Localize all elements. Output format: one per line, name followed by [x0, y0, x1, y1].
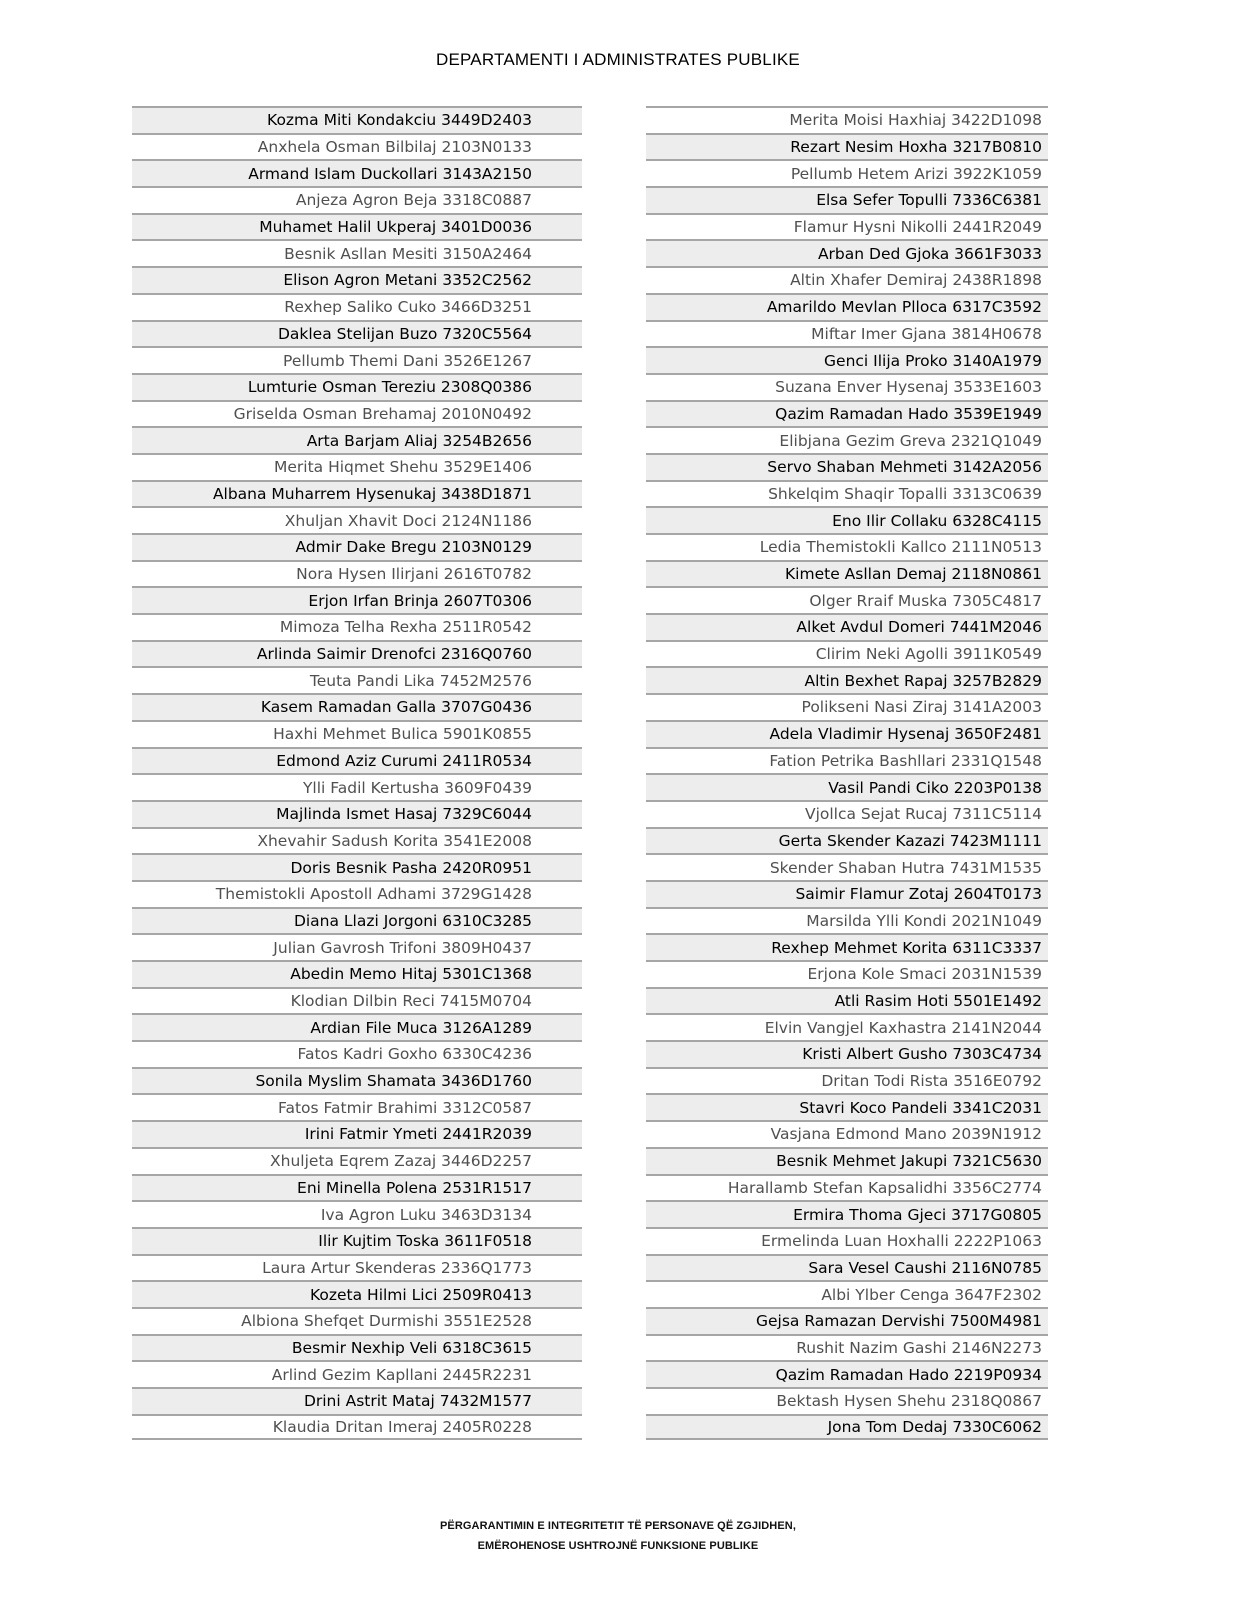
list-item: Marsilda Ylli Kondi 2021N1049 — [646, 907, 1048, 934]
page-footer — [0, 1516, 1236, 1556]
list-item: Clirim Neki Agolli 3911K0549 — [646, 640, 1048, 667]
list-item: Arlind Gezim Kapllani 2445R2231 — [132, 1360, 582, 1387]
list-item: Gejsa Ramazan Dervishi 7500M4981 — [646, 1307, 1048, 1334]
list-item: Ledia Themistokli Kallco 2111N0513 — [646, 533, 1048, 560]
list-item: Julian Gavrosh Trifoni 3809H0437 — [132, 933, 582, 960]
page-title: DEPARTAMENTI I ADMINISTRATES PUBLIKE — [436, 50, 800, 69]
list-item: Fatos Kadri Goxho 6330C4236 — [132, 1040, 582, 1067]
list-item: Adela Vladimir Hysenaj 3650F2481 — [646, 720, 1048, 747]
list-item: Rexhep Saliko Cuko 3466D3251 — [132, 293, 582, 320]
list-item: Vasil Pandi Ciko 2203P0138 — [646, 773, 1048, 800]
list-item: Elibjana Gezim Greva 2321Q1049 — [646, 426, 1048, 453]
list-item: Qazim Ramadan Hado 2219P0934 — [646, 1360, 1048, 1387]
list-item: Merita Moisi Haxhiaj 3422D1098 — [646, 106, 1048, 133]
list-item: Ylli Fadil Kertusha 3609F0439 — [132, 773, 582, 800]
list-item: Fation Petrika Bashllari 2331Q1548 — [646, 747, 1048, 774]
list-item: Daklea Stelijan Buzo 7320C5564 — [132, 320, 582, 347]
names-column-right — [646, 106, 1048, 1440]
list-item: Amarildo Mevlan Plloca 6317C3592 — [646, 293, 1048, 320]
list-item: Saimir Flamur Zotaj 2604T0173 — [646, 880, 1048, 907]
list-item: Arlinda Saimir Drenofci 2316Q0760 — [132, 640, 582, 667]
list-item: Anjeza Agron Beja 3318C0887 — [132, 186, 582, 213]
list-item: Mimoza Telha Rexha 2511R0542 — [132, 613, 582, 640]
list-item: Xhevahir Sadush Korita 3541E2008 — [132, 827, 582, 854]
list-item: Nora Hysen Ilirjani 2616T0782 — [132, 560, 582, 587]
list-item: Elvin Vangjel Kaxhastra 2141N2044 — [646, 1013, 1048, 1040]
list-item: Xhuljan Xhavit Doci 2124N1186 — [132, 506, 582, 533]
list-item: Jona Tom Dedaj 7330C6062 — [646, 1414, 1048, 1441]
list-item: Griselda Osman Brehamaj 2010N0492 — [132, 400, 582, 427]
list-item: Erjon Irfan Brinja 2607T0306 — [132, 586, 582, 613]
list-item: Vjollca Sejat Rucaj 7311C5114 — [646, 800, 1048, 827]
list-item: Besnik Mehmet Jakupi 7321C5630 — [646, 1147, 1048, 1174]
list-item: Irini Fatmir Ymeti 2441R2039 — [132, 1120, 582, 1147]
list-item: Olger Rraif Muska 7305C4817 — [646, 586, 1048, 613]
list-item: Eni Minella Polena 2531R1517 — [132, 1174, 582, 1201]
list-item: Edmond Aziz Curumi 2411R0534 — [132, 747, 582, 774]
list-item: Rezart Nesim Hoxha 3217B0810 — [646, 133, 1048, 160]
list-item: Armand Islam Duckollari 3143A2150 — [132, 159, 582, 186]
list-item: Atli Rasim Hoti 5501E1492 — [646, 987, 1048, 1014]
list-item: Besmir Nexhip Veli 6318C3615 — [132, 1334, 582, 1361]
list-item: Haxhi Mehmet Bulica 5901K0855 — [132, 720, 582, 747]
footer-line-1: PËRGARANTIMIN E INTEGRITETIT TË PERSONAVE QË ZGJIDHEN, — [439, 1520, 796, 1532]
list-item: Klodian Dilbin Reci 7415M0704 — [132, 987, 582, 1014]
list-item: Elsa Sefer Topulli 7336C6381 — [646, 186, 1048, 213]
list-item: Merita Hiqmet Shehu 3529E1406 — [132, 453, 582, 480]
list-item: Doris Besnik Pasha 2420R0951 — [132, 853, 582, 880]
list-item: Servo Shaban Mehmeti 3142A2056 — [646, 453, 1048, 480]
list-item: Ilir Kujtim Toska 3611F0518 — [132, 1227, 582, 1254]
list-item: Alket Avdul Domeri 7441M2046 — [646, 613, 1048, 640]
list-item: Pellumb Hetem Arizi 3922K1059 — [646, 159, 1048, 186]
list-item: Diana Llazi Jorgoni 6310C3285 — [132, 907, 582, 934]
list-item: Teuta Pandi Lika 7452M2576 — [132, 666, 582, 693]
list-item: Drini Astrit Mataj 7432M1577 — [132, 1387, 582, 1414]
list-item: Vasjana Edmond Mano 2039N1912 — [646, 1120, 1048, 1147]
list-item: Bektash Hysen Shehu 2318Q0867 — [646, 1387, 1048, 1414]
list-item: Kozeta Hilmi Lici 2509R0413 — [132, 1280, 582, 1307]
list-item: Sonila Myslim Shamata 3436D1760 — [132, 1067, 582, 1094]
list-item: Genci Ilija Proko 3140A1979 — [646, 346, 1048, 373]
list-item: Arban Ded Gjoka 3661F3033 — [646, 239, 1048, 266]
list-item: Qazim Ramadan Hado 3539E1949 — [646, 400, 1048, 427]
list-item: Polikseni Nasi Ziraj 3141A2003 — [646, 693, 1048, 720]
list-item: Suzana Enver Hysenaj 3533E1603 — [646, 373, 1048, 400]
list-item: Lumturie Osman Tereziu 2308Q0386 — [132, 373, 582, 400]
list-item: Ardian File Muca 3126A1289 — [132, 1013, 582, 1040]
list-item: Kristi Albert Gusho 7303C4734 — [646, 1040, 1048, 1067]
list-item: Sara Vesel Caushi 2116N0785 — [646, 1254, 1048, 1281]
list-item: Fatos Fatmir Brahimi 3312C0587 — [132, 1093, 582, 1120]
list-item: Muhamet Halil Ukperaj 3401D0036 — [132, 213, 582, 240]
list-item: Albi Ylber Cenga 3647F2302 — [646, 1280, 1048, 1307]
list-item: Kasem Ramadan Galla 3707G0436 — [132, 693, 582, 720]
list-item: Altin Xhafer Demiraj 2438R1898 — [646, 266, 1048, 293]
list-item: Altin Bexhet Rapaj 3257B2829 — [646, 666, 1048, 693]
list-item: Gerta Skender Kazazi 7423M1111 — [646, 827, 1048, 854]
list-item: Flamur Hysni Nikolli 2441R2049 — [646, 213, 1048, 240]
list-item: Albiona Shefqet Durmishi 3551E2528 — [132, 1307, 582, 1334]
list-item: Shkelqim Shaqir Topalli 3313C0639 — [646, 480, 1048, 507]
list-item: Dritan Todi Rista 3516E0792 — [646, 1067, 1048, 1094]
list-item: Skender Shaban Hutra 7431M1535 — [646, 853, 1048, 880]
list-item: Harallamb Stefan Kapsalidhi 3356C2774 — [646, 1174, 1048, 1201]
names-column-left — [132, 106, 582, 1440]
list-item: Xhuljeta Eqrem Zazaj 3446D2257 — [132, 1147, 582, 1174]
list-item: Admir Dake Bregu 2103N0129 — [132, 533, 582, 560]
list-item: Pellumb Themi Dani 3526E1267 — [132, 346, 582, 373]
list-item: Ermira Thoma Gjeci 3717G0805 — [646, 1200, 1048, 1227]
list-item: Kozma Miti Kondakciu 3449D2403 — [132, 106, 582, 133]
list-item: Klaudia Dritan Imeraj 2405R0228 — [132, 1414, 582, 1441]
list-item: Elison Agron Metani 3352C2562 — [132, 266, 582, 293]
list-item: Besnik Asllan Mesiti 3150A2464 — [132, 239, 582, 266]
list-item: Arta Barjam Aliaj 3254B2656 — [132, 426, 582, 453]
list-item: Abedin Memo Hitaj 5301C1368 — [132, 960, 582, 987]
list-item: Albana Muharrem Hysenukaj 3438D1871 — [132, 480, 582, 507]
list-item: Erjona Kole Smaci 2031N1539 — [646, 960, 1048, 987]
list-item: Eno Ilir Collaku 6328C4115 — [646, 506, 1048, 533]
list-item: Iva Agron Luku 3463D3134 — [132, 1200, 582, 1227]
list-item: Kimete Asllan Demaj 2118N0861 — [646, 560, 1048, 587]
list-item: Ermelinda Luan Hoxhalli 2222P1063 — [646, 1227, 1048, 1254]
list-item: Majlinda Ismet Hasaj 7329C6044 — [132, 800, 582, 827]
footer-line-2: EMËROHENOSE USHTROJNË FUNKSIONE PUBLIKE — [477, 1540, 759, 1552]
list-item: Miftar Imer Gjana 3814H0678 — [646, 320, 1048, 347]
list-item: Anxhela Osman Bilbilaj 2103N0133 — [132, 133, 582, 160]
list-item: Rexhep Mehmet Korita 6311C3337 — [646, 933, 1048, 960]
list-item: Stavri Koco Pandeli 3341C2031 — [646, 1093, 1048, 1120]
list-item: Rushit Nazim Gashi 2146N2273 — [646, 1334, 1048, 1361]
list-item: Laura Artur Skenderas 2336Q1773 — [132, 1254, 582, 1281]
list-item: Themistokli Apostoll Adhami 3729G1428 — [132, 880, 582, 907]
